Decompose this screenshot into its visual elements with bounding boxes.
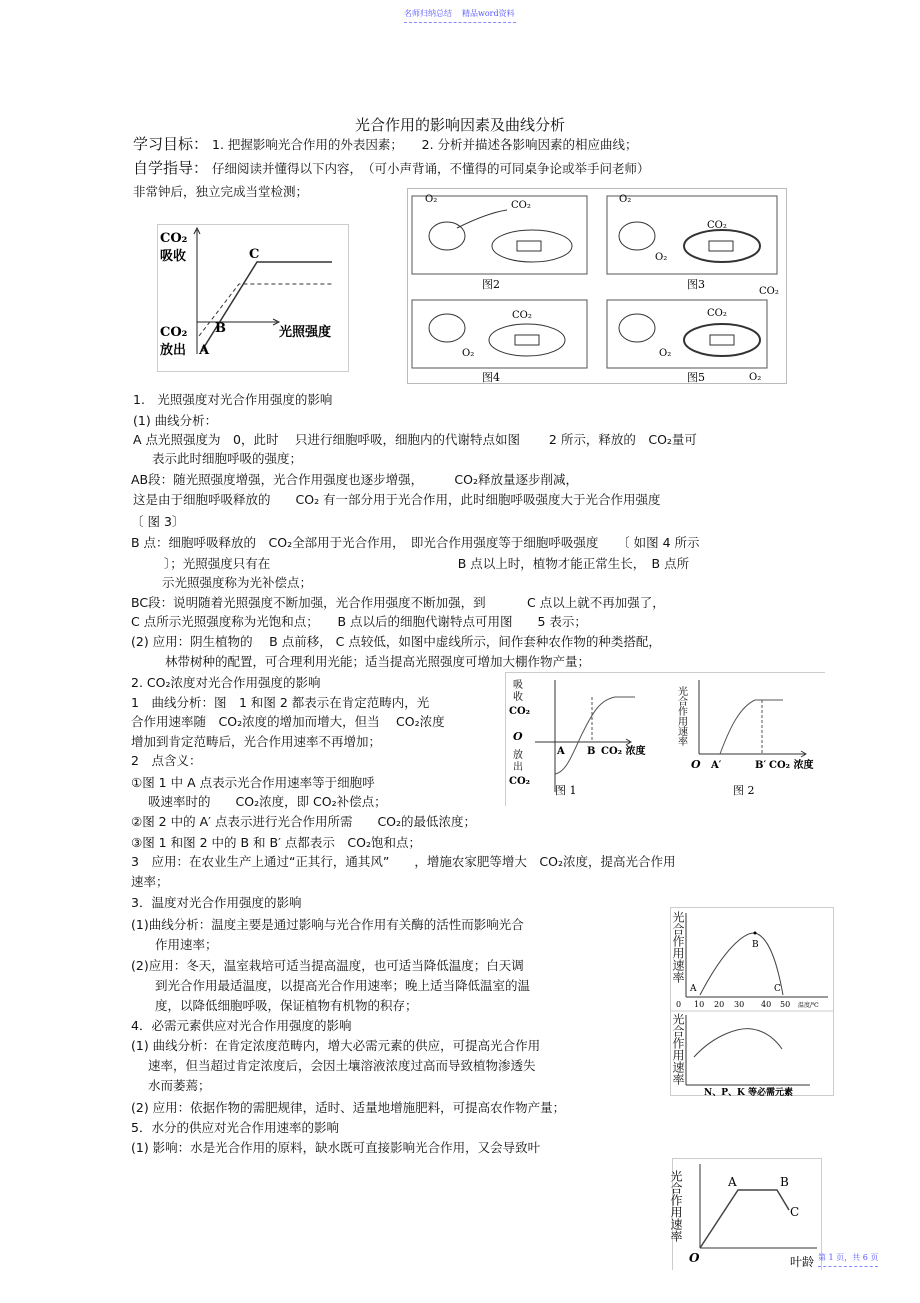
y-label-co2-low: CO₂ xyxy=(160,325,188,340)
s1-line: 这是由于细胞呼吸释放的 CO₂ 有一部分用于光合作用，此时细胞呼吸强度大于光合作用强度 xyxy=(133,492,661,507)
s1-line: AB段：随光照强度增强，光合作用强度也逐步增强， CO₂释放量逐步削减， xyxy=(131,472,578,487)
x-tick: 0 xyxy=(676,1000,682,1009)
fig3-caption: 图3 xyxy=(687,278,705,291)
origin-label: O xyxy=(689,1251,700,1265)
guide-label: 自学指导： xyxy=(133,159,209,177)
s2-line: 吸速率时的 CO₂浓度，即 CO₂补偿点； xyxy=(148,794,387,809)
temperature-y-label: 光合作用速率 xyxy=(671,911,685,983)
y-label: 收 xyxy=(513,692,523,703)
header-divider xyxy=(404,22,516,23)
s1-line: 示光照强度称为光补偿点； xyxy=(162,575,313,590)
goals-text: 1. 把握影响光合作用的外表因素； 2. 分析并描述各影响因素的相应曲线； xyxy=(212,137,638,152)
figure-4 xyxy=(412,300,587,384)
fig1-caption: 图 1 xyxy=(555,784,577,797)
o2-label: O₂ xyxy=(659,348,672,359)
s3-line: 水而萎蔫； xyxy=(148,1078,211,1093)
o2-label: O₂ xyxy=(619,194,632,205)
s3-line: 速率，但当超过肯定浓度后，会因土壤溶液浓度过高而导致植物渗透失 xyxy=(148,1058,536,1073)
cell-metabolism-figures xyxy=(407,188,787,384)
point-b: B xyxy=(215,321,226,336)
s3-line: 5．水分的供应对光合作用速率的影响 xyxy=(131,1120,339,1135)
y-label-rate: 光合作用速率 xyxy=(675,686,687,746)
y-label-co2: CO₂ xyxy=(160,231,188,246)
fig4-caption: 图4 xyxy=(482,371,500,384)
point-a: A xyxy=(199,343,210,358)
co2-label: CO₂ xyxy=(707,220,727,231)
s2-line: ②图 2 中的 A′ 点表示进行光合作用所需 CO₂的最低浓度； xyxy=(131,814,477,829)
s2-line: ①图 1 中 A 点表示光合作用速率等于细胞呼 xyxy=(131,775,375,790)
point-b-prime: B′ xyxy=(755,760,767,771)
point-a: A xyxy=(557,746,565,757)
s1-line: (1) 曲线分析： xyxy=(133,413,218,428)
s3-line: 3．温度对光合作用强度的影响 xyxy=(131,895,302,910)
co2-concentration-figures xyxy=(505,672,825,806)
page-number: 第 1 页，共 6 页 xyxy=(818,1253,879,1262)
y-label-release: 放出 xyxy=(160,343,187,358)
guide-line2: 非常钟后，独立完成当堂检测； xyxy=(133,184,309,199)
light-intensity-figure xyxy=(157,224,349,372)
x-label: 叶龄 xyxy=(790,1255,815,1269)
page-title: 光合作用的影响因素及曲线分析 xyxy=(354,116,565,134)
point-a: A xyxy=(690,984,697,994)
leaf-age-figure xyxy=(669,1158,822,1270)
s1-line: 〔 图 3〕 xyxy=(131,514,185,529)
s2-line: ③图 1 和图 2 中的 B 和 B′ 点都表示 CO₂饱和点； xyxy=(131,835,421,850)
s1-line: 表示此时细胞呼吸的强度； xyxy=(152,451,303,466)
s3-line: 作用速率； xyxy=(155,937,218,952)
co2-label: CO₂ xyxy=(759,286,779,297)
s3-line: (1) 影响：水是光合作用的原料，缺水既可直接影响光合作用，又会导致叶 xyxy=(131,1140,541,1155)
temperature-figure xyxy=(670,907,836,1097)
y-label: 放 xyxy=(513,750,523,761)
x-tick: 40 xyxy=(761,1000,772,1009)
o2-label: O₂ xyxy=(655,252,668,263)
point-b: B xyxy=(587,746,596,757)
figure-2 xyxy=(412,194,587,291)
y-label-absorb: 吸收 xyxy=(160,249,187,264)
s1-line: B 点：细胞呼吸释放的 CO₂全部用于光合作用， 即光合作用强度等于细胞呼吸强度 〔 如图 4 所示 xyxy=(131,535,700,550)
s2-line: 3 应用：在农业生产上通过“正其行，通其风” ，增施农家肥等增大 CO₂浓度，提高光合作用 xyxy=(131,854,676,869)
point-c: C xyxy=(249,247,260,262)
s2-line: 合作用速率随 CO₂浓度的增加而增大，但当 CO₂浓度 xyxy=(131,714,445,729)
point-b: B xyxy=(780,1175,789,1189)
s3-line: (2)应用：冬天，温室栽培可适当提高温度，也可适当降低温度；白天调 xyxy=(131,958,524,973)
co2-label: CO₂ xyxy=(511,200,531,211)
point-a: A xyxy=(728,1175,737,1189)
s2-line: 2 点含义： xyxy=(131,753,202,768)
s3-line: 4．必需元素供应对光合作用强度的影响 xyxy=(131,1018,352,1033)
co2-label: CO₂ xyxy=(707,308,727,319)
s3-line: 到光合作用最适温度，以提高光合作用速率；晚上适当降低温室的温 xyxy=(155,978,531,993)
y-label-rate: 光合作用速率 xyxy=(669,1170,683,1242)
o2-label: O₂ xyxy=(462,348,475,359)
fig2-caption: 图2 xyxy=(482,278,500,291)
s1-line: C 点所示光照强度称为光饱和点； B 点以后的细胞代谢特点可用图 5 表示； xyxy=(131,614,587,629)
footer-divider xyxy=(818,1266,878,1267)
s1-line: A 点光照强度为 0，此时 只进行细胞呼吸，细胞内的代谢特点如图 2 所示，释放的 CO₂量可 xyxy=(133,432,697,447)
guide-text: 仔细阅读并懂得以下内容， （可小声背诵，不懂得的可同桌争论或举手问老师） xyxy=(212,161,650,176)
y-label: 吸 xyxy=(513,680,523,691)
x-tick: 10 xyxy=(694,1000,705,1009)
y-label: 出 xyxy=(513,762,523,773)
x-label: N、P、K 等必需元素 xyxy=(704,1088,793,1098)
x-tick: 50 xyxy=(780,1000,791,1009)
header-right: 精品word资料 xyxy=(462,9,515,18)
point-c: C xyxy=(774,984,781,994)
s1-line: (2) 应用：阴生植物的 B 点前移， C 点较低，如图中虚线所示，间作套种农作物的种类搭配， xyxy=(131,634,661,649)
s1-line: BC段：说明随着光照强度不断加强，光合作用强度不断加强，到 C 点以上就不再加强了， xyxy=(131,595,665,610)
s1-line: 林带树种的配置，可合理利用光能；适当提高光照强度可增加大棚作物产量； xyxy=(165,654,591,669)
fig5-caption: 图5 xyxy=(687,371,705,384)
s3-line: (2) 应用：依据作物的需肥规律，适时、适量地增施肥料，可提高农作物产量； xyxy=(131,1100,566,1115)
goals-label: 学习目标： xyxy=(133,135,209,153)
x-label: 温度/℃ xyxy=(798,1002,819,1009)
point-c: C xyxy=(790,1205,800,1219)
fig2-caption: 图 2 xyxy=(733,784,755,797)
s2-line: 速率； xyxy=(131,874,169,889)
origin-label: O xyxy=(513,730,523,743)
s3-line: 度，以降低细胞呼吸，保证植物有机物的积存； xyxy=(155,998,418,1013)
s3-line: (1)曲线分析：温度主要是通过影响与光合作用有关酶的活性而影响光合 xyxy=(131,917,524,932)
header-left: 名师归纳总结 xyxy=(404,9,452,18)
x-label: CO₂ 浓度 xyxy=(601,746,646,757)
point-b: B xyxy=(752,940,759,950)
s2-line: 2. CO₂浓度对光合作用强度的影响 xyxy=(131,675,321,690)
co2-label: CO₂ xyxy=(512,310,532,321)
s2-line: 增加到肯定范畴后，光合作用速率不再增加； xyxy=(131,734,382,749)
point-a-prime: A′ xyxy=(711,760,722,771)
x-label: 光照强度 xyxy=(279,325,332,340)
s2-line: 1 曲线分析：图 1 和图 2 都表示在肯定范畴内，光 xyxy=(131,695,430,710)
s1-line: 1. 光照强度对光合作用强度的影响 xyxy=(133,392,333,407)
figure-5 xyxy=(607,286,779,384)
s1-line: 〕；光照强度只有在 B 点以上时，植物才能正常生长， B 点所 xyxy=(164,556,690,571)
o2-label: O₂ xyxy=(425,194,438,205)
o2-label: O₂ xyxy=(749,372,762,383)
origin-label: O xyxy=(691,758,701,771)
y-label: CO₂ xyxy=(509,776,531,787)
x-label: CO₂ 浓度 xyxy=(769,760,814,771)
figure-3 xyxy=(607,194,777,291)
y-label: CO₂ xyxy=(509,706,531,717)
x-tick: 30 xyxy=(734,1000,745,1009)
element-y-label: 光合作用速率 xyxy=(671,1013,685,1085)
x-tick: 20 xyxy=(714,1000,725,1009)
s3-line: (1) 曲线分析：在肯定浓度范畴内，增大必需元素的供应，可提高光合作用 xyxy=(131,1038,541,1053)
